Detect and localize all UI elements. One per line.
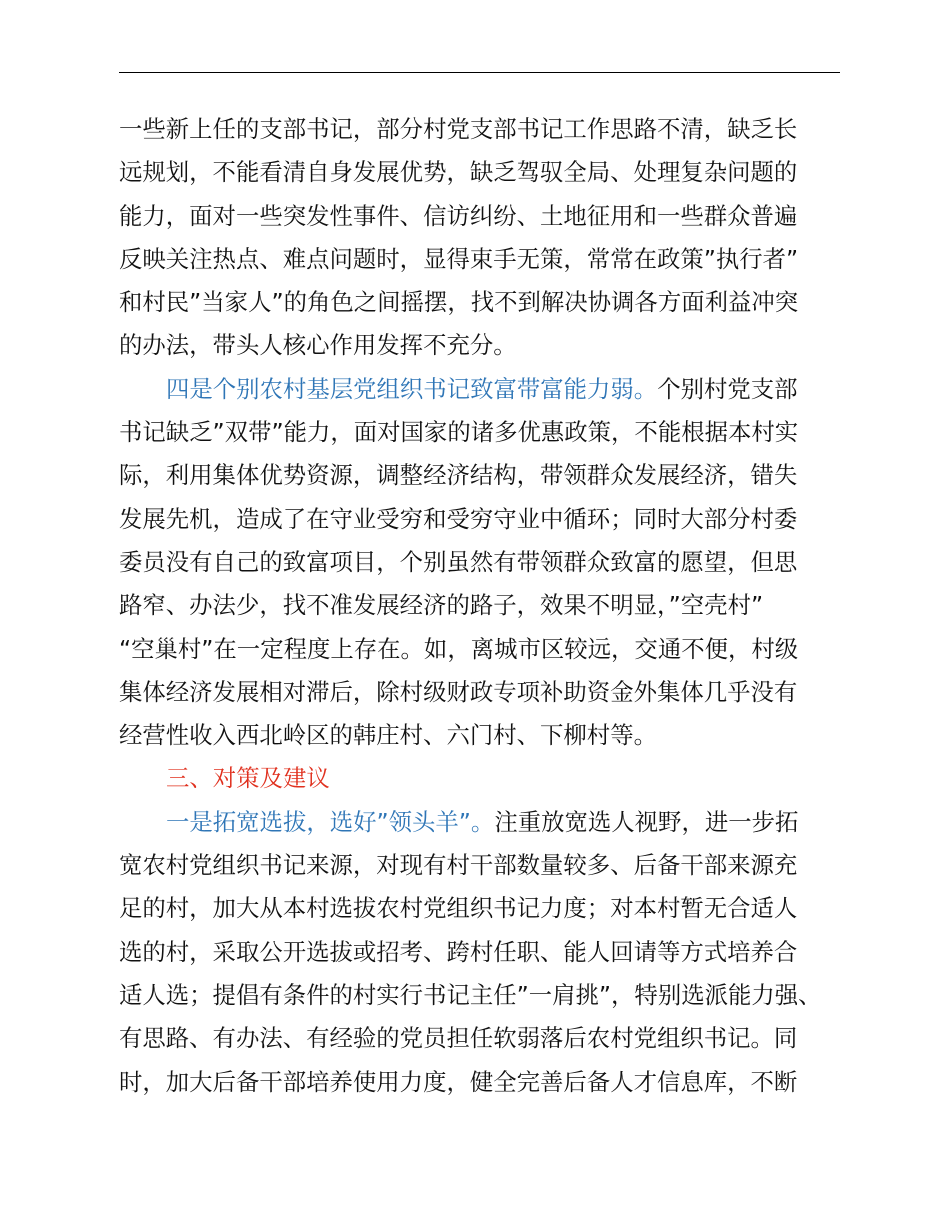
- text-segment: 注重放宽选人视野，进一步拓: [494, 807, 799, 836]
- text-line: 能力，面对一些突发性事件、信访纠纷、土地征用和一些群众普遍: [119, 201, 798, 230]
- text-line: 和村民”当家人”的角色之间摇摆，找不到解决协调各方面利益冲突: [119, 288, 799, 317]
- text-line: 集体经济发展相对滞后，除村级财政专项补助资金外集体几乎没有: [119, 677, 798, 706]
- text-line: “空巢村”在一定程度上存在。如，离城市区较远，交通不便，村级: [119, 634, 799, 663]
- text-line: [119, 368, 851, 411]
- text-segment: 个别村党支部: [657, 374, 798, 403]
- text-line: 反映关注热点、难点问题时，显得束手无策，常常在政策”执行者”: [119, 244, 799, 273]
- header-rule: [119, 72, 840, 73]
- text-line: 发展先机，造成了在守业受穷和受穷守业中循环；同时大部分村委: [119, 504, 798, 533]
- text-line: 路窄、办法少，找不准发展经济的路子，效果不明显，”空壳村”: [119, 591, 764, 620]
- text-line: 委员没有自己的致富项目，个别虽然有带领群众致富的愿望，但思: [119, 547, 798, 576]
- text-line: 际，利用集体优势资源，调整经济结构，带领群众发展经济，错失: [119, 461, 798, 490]
- text-line: 足的村，加大从本村选拔农村党组织书记力度；对本村暂无合适人: [119, 894, 798, 923]
- text-line: 选的村，采取公开选拔或招考、跨村任职、能人回请等方式培养合: [119, 937, 798, 966]
- section-lead-highlight: 四是个别农村基层党组织书记致富带富能力弱。: [166, 374, 658, 403]
- text-line: 适人选；提倡有条件的村实行书记主任”一肩挑”，特别选派能力强、: [119, 980, 822, 1009]
- text-line: 一些新上任的支部书记，部分村党支部书记工作思路不清，缺乏长: [119, 115, 798, 143]
- section-lead-highlight: 一是拓宽选拔，选好”领头羊”。: [166, 807, 495, 836]
- text-line: 有思路、有办法、有经验的党员担任软弱落后农村党组织书记。同: [119, 1024, 798, 1053]
- section-heading: 三、对策及建议: [166, 764, 330, 793]
- text-line: 经营性收入西北岭区的韩庄村、六门村、下柳村等。: [119, 721, 657, 750]
- text-line: 远规划，不能看清自身发展优势，缺乏驾驭全局、处理复杂问题的: [119, 158, 798, 187]
- text-line: 宽农村党组织书记来源，对现有村干部数量较多、后备干部来源充: [119, 851, 798, 880]
- text-line: 时，加大后备干部培养使用力度，健全完善后备人才信息库，不断: [119, 1067, 798, 1096]
- document-body: [119, 108, 851, 1104]
- text-line: 书记缺乏”双带”能力，面对国家的诸多优惠政策，不能根据本村实: [119, 418, 799, 447]
- text-line: 的办法，带头人核心作用发挥不充分。: [119, 331, 517, 360]
- text-line: [119, 801, 851, 844]
